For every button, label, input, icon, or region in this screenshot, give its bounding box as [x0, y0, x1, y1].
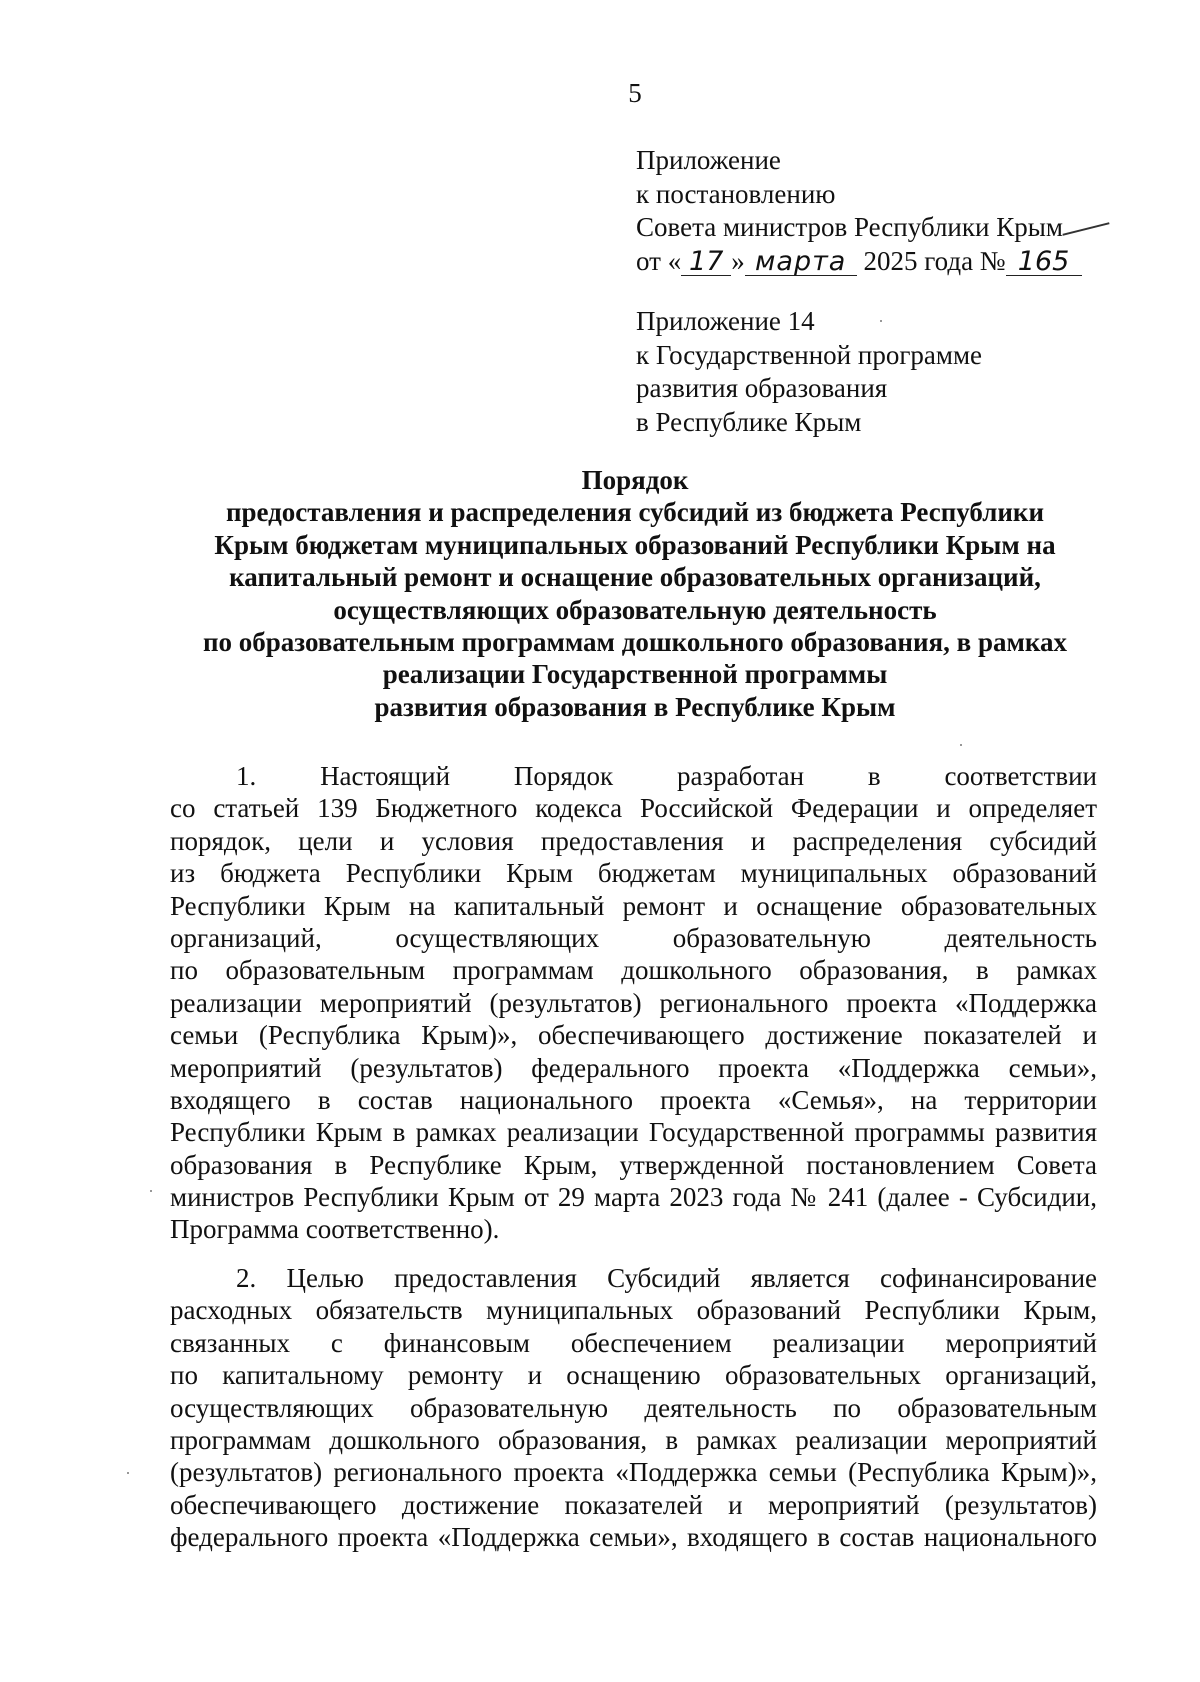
paragraph-line: входящего в состав национального проекта «Семья», на территории — [170, 1084, 1097, 1115]
paragraph-line: мероприятий (результатов) федерального проекта «Поддержка семьи», — [170, 1052, 1097, 1083]
page-number: 5 — [628, 78, 642, 108]
paragraph-word: Порядок — [513, 761, 614, 791]
date-prefix: от « — [636, 245, 682, 276]
appendix-decree-block — [636, 144, 1082, 278]
decree-date-line — [636, 245, 1082, 279]
appendix-program-block — [636, 305, 982, 439]
paragraph-word: 1. — [236, 761, 257, 791]
paragraph-line: организаций, осуществляющих образовательную деятельность — [170, 922, 1097, 953]
title-line: капитальный ремонт и оснащение образовательных организаций, — [229, 562, 1041, 593]
paragraph-word: в — [867, 761, 881, 791]
paragraph-word: разработан — [676, 761, 805, 791]
scan-speck — [960, 744, 962, 746]
paragraph-line: семьи (Республика Крым)», обеспечивающего достижение показателей и — [170, 1020, 1097, 1051]
title-line: развития образования в Республике Крым — [374, 691, 896, 722]
paragraph-line — [170, 760, 1097, 792]
paragraph-line: осуществляющих образовательную деятельность по образовательным — [170, 1392, 1097, 1423]
title-heading: Порядок — [581, 465, 689, 495]
date-year: 2025 года № — [863, 245, 1006, 276]
paragraph-word: Настоящий — [320, 761, 451, 791]
scan-speck — [880, 320, 882, 322]
paragraph-line: (результатов) регионального проекта «Поддержка семьи (Республика Крым)», — [170, 1457, 1097, 1488]
title-line: Крым бюджетам муниципальных образований Республики Крым на — [214, 529, 1056, 560]
paragraph-line: по капитальному ремонту и оснащению образовательных организаций, — [170, 1360, 1097, 1391]
appendix-14-program: к Государственной программе — [636, 339, 983, 370]
paragraph-word: соответствии — [944, 761, 1097, 791]
appendix-14-region: в Республике Крым — [636, 406, 862, 437]
title-line: по образовательным программам дошкольного образования, в рамках — [202, 627, 1068, 658]
paragraph-line: по образовательным программам дошкольного образования, в рамках — [170, 955, 1097, 986]
scan-speck — [150, 1190, 152, 1192]
paragraph-line: министров Республики Крым от 29 марта 2023 года № 241 (далее - Субсидии, — [170, 1182, 1097, 1213]
paragraph-line: порядок, цели и условия предоставления и распределения субсидий — [170, 825, 1097, 856]
paragraph-line: расходных обязательств муниципальных образований Республики Крым, — [170, 1295, 1097, 1326]
paragraph-line: программам дошкольного образования, в рамках реализации мероприятий — [170, 1424, 1097, 1455]
paragraph-line: реализации мероприятий (результатов) регионального проекта «Поддержка — [170, 987, 1097, 1018]
handwritten-month: марта — [745, 249, 857, 276]
paragraph-line: со статьей 139 Бюджетного кодекса Российской Федерации и определяет — [170, 793, 1097, 824]
paragraph-line: 2. Целью предоставления Субсидий является софинансирование — [236, 1263, 1097, 1293]
title-line: предоставления и распределения субсидий из бюджета Республики — [225, 497, 1045, 528]
paragraph-line: федерального проекта «Поддержка семьи», входящего в состав национального — [170, 1522, 1097, 1553]
paragraph-1 — [170, 760, 1097, 1246]
paragraph-line: Программа соответственно). — [170, 1214, 500, 1245]
title-line: реализации Государственной программы — [382, 659, 888, 690]
title-line: осуществляющих образовательную деятельность — [333, 594, 937, 625]
document-title — [170, 464, 1100, 723]
paragraph-line: Республики Крым на капитальный ремонт и оснащение образовательных — [170, 890, 1097, 921]
paragraph-line: образования в Республике Крым, утвержденной постановлением Совета — [170, 1149, 1097, 1180]
handwritten-number: 165 — [1006, 249, 1082, 276]
handwritten-day: 17 — [681, 249, 731, 276]
paragraph-line: связанных с финансовым обеспечением реализации мероприятий — [170, 1327, 1097, 1358]
appendix-to-decree: к постановлению — [636, 178, 836, 209]
date-quote: » — [731, 245, 745, 276]
paragraph-line: Республики Крым в рамках реализации Государственной программы развития — [170, 1117, 1097, 1148]
paragraph-2 — [170, 1262, 1097, 1554]
appendix-14-development: развития образования — [636, 373, 888, 403]
appendix-council: Совета министров Республики Крым — [636, 212, 1063, 242]
appendix-label: Приложение — [636, 145, 781, 175]
paragraph-line: обеспечивающего достижение показателей и мероприятий (результатов) — [170, 1489, 1097, 1520]
paragraph-line: из бюджета Республики Крым бюджетам муниципальных образований — [170, 858, 1097, 889]
scan-speck — [127, 1472, 129, 1474]
appendix-14-label: Приложение 14 — [636, 306, 815, 336]
